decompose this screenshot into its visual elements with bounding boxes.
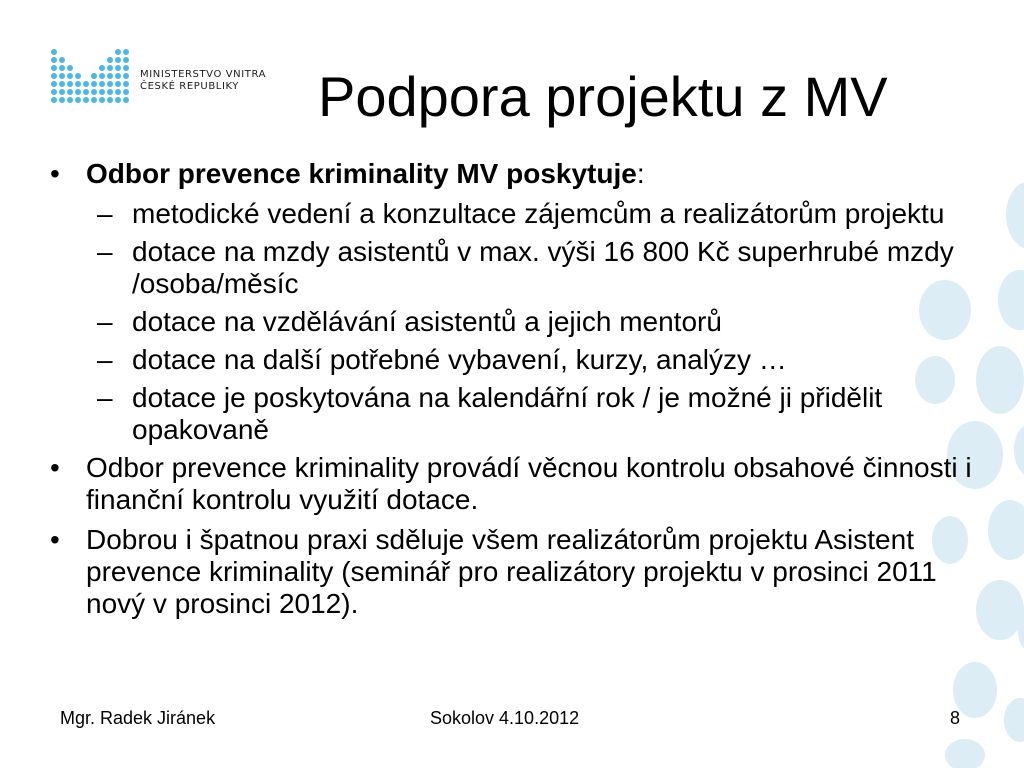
sub-item-text: dotace na mzdy asistentů v max. výši 16 800 Kč superhrubé mzdy /osoba/měsíc	[132, 236, 954, 299]
sub-item	[50, 198, 980, 230]
dash-icon: –	[97, 382, 113, 413]
sub-item	[50, 382, 980, 446]
bullet-item	[50, 524, 980, 620]
footer-place-date: Sokolov 4.10.2012	[430, 708, 580, 728]
dash-icon: –	[97, 236, 113, 267]
bullet-text: Dobrou i špatnou praxi sděluje všem realizátorům projektu Asistent prevence kriminality (seminář pro realizátory projektu v prosinci 2011 nový v prosinci 2012).	[86, 524, 937, 619]
dash-icon: –	[97, 198, 113, 229]
sub-item-text: dotace na další potřebné vybavení, kurzy, analýzy …	[132, 344, 787, 375]
sub-item	[50, 306, 980, 338]
slide-title: Podpora projektu z MV	[318, 65, 888, 128]
dash-icon: –	[97, 306, 113, 337]
bullet-text: Odbor prevence kriminality provádí věcnou kontrolu obsahové činnosti i finanční kontrolu využití dotace.	[86, 452, 972, 515]
footer-author: Mgr. Radek Jiránek	[60, 708, 216, 728]
bullet-item	[50, 158, 980, 190]
sub-item-text: dotace je poskytována na kalendářní rok / je možné ji přidělit opakovaně	[132, 382, 883, 445]
sub-item-text: metodické vedení a konzultace zájemcům a realizátorům projektu	[132, 198, 945, 229]
bullet-icon: •	[50, 452, 60, 483]
sub-item-text: dotace na vzdělávání asistentů a jejich mentorů	[132, 306, 722, 337]
bullet-item	[50, 452, 980, 516]
logo-line-1: MINISTERSTVO VNITRA	[140, 69, 267, 80]
sub-item	[50, 236, 980, 300]
sub-item	[50, 344, 980, 376]
logo-text	[140, 69, 266, 93]
logo-line-2: ČESKÉ REPUBLIKY	[140, 81, 240, 92]
bullet-bold-text: Odbor prevence kriminality MV poskytuje	[86, 158, 637, 189]
bullet-icon: •	[50, 158, 60, 189]
slide-body	[50, 158, 980, 628]
dash-icon: –	[97, 344, 113, 375]
footer-page-number: 8	[950, 708, 961, 728]
bullet-icon: •	[50, 524, 60, 555]
bullet-suffix: :	[636, 158, 645, 189]
